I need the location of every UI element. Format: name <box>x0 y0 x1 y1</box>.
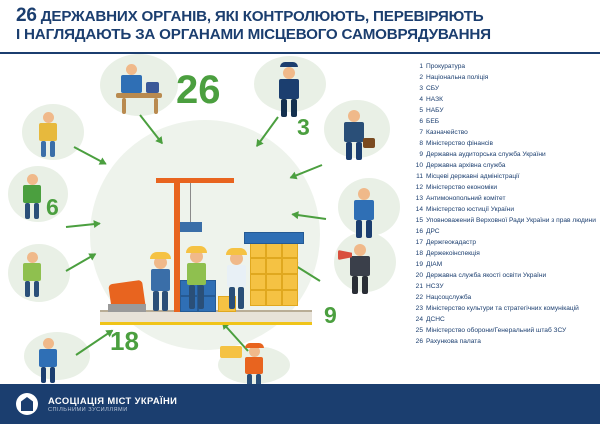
list-item-label: СБУ <box>426 85 440 92</box>
list-item-label: Національна поліція <box>426 74 489 81</box>
list-item-label: Державна аудиторська служба України <box>426 151 546 158</box>
concrete-mixer-base <box>108 304 146 312</box>
list-item-label: Казначейство <box>426 129 468 136</box>
number-9: 9 <box>324 302 337 328</box>
brick <box>250 290 266 306</box>
blob-citizen-bottom-left <box>24 332 90 380</box>
list-item-number: 13 <box>415 195 423 202</box>
list-item-number: 24 <box>415 316 423 323</box>
list-item <box>408 161 596 170</box>
list-item-label: Державна архівна служба <box>426 162 506 169</box>
list-item <box>408 62 596 71</box>
list-item-label: НАЗК <box>426 96 443 103</box>
list-item <box>408 337 596 346</box>
list-item <box>408 282 596 291</box>
header-title-rest: ДЕРЖАВНИХ ОРГАНІВ, ЯКІ КОНТРОЛЮЮТЬ, ПЕРЕВІРЯЮТЬ <box>40 8 484 25</box>
page-footer <box>0 384 600 424</box>
crane-cable <box>190 183 191 223</box>
list-item-label: ДРС <box>426 228 440 235</box>
list-item-number: 17 <box>415 239 423 246</box>
list-item-label: Міністерство культури та стратегічних комунікацій <box>426 305 579 312</box>
brick <box>266 290 282 306</box>
list-item <box>408 271 596 280</box>
list-item-label: Антимонопольний комітет <box>426 195 506 202</box>
crane-load <box>180 222 202 232</box>
number-26: 26 <box>176 68 221 112</box>
list-item-label: Місцеві державні адміністрації <box>426 173 520 180</box>
list-item-number: 20 <box>415 272 423 279</box>
header-title-line-2: І НАГЛЯДАЮТЬ ЗА ОРГАНАМИ МІСЦЕВОГО САМОВРЯДУВАННЯ <box>16 26 491 43</box>
arrow-from-citizen-1 <box>74 146 107 165</box>
list-item <box>408 150 596 159</box>
list-item <box>408 128 596 137</box>
list-item-number: 3 <box>419 85 423 92</box>
list-item-number: 2 <box>419 74 423 81</box>
list-item-label: ДІАМ <box>426 261 443 268</box>
wall-cap <box>244 232 304 244</box>
list-item-number: 18 <box>415 250 423 257</box>
list-item-label: Державна служба якості освіти України <box>426 272 547 279</box>
header-count: 26 <box>16 5 37 26</box>
list-item-number: 9 <box>419 151 423 158</box>
list-item-number: 23 <box>415 305 423 312</box>
footer-subtitle: СПІЛЬНИМИ ЗУСИЛЛЯМИ <box>48 407 128 413</box>
list-item-label: БЕБ <box>426 118 440 125</box>
list-item-label: ДСНС <box>426 316 445 323</box>
list-item <box>408 73 596 82</box>
association-logo-icon <box>16 393 38 415</box>
list-item-label: НАБУ <box>426 107 444 114</box>
page-header <box>0 0 600 54</box>
list-item-number: 10 <box>415 162 423 169</box>
list-item <box>408 84 596 93</box>
list-item <box>408 95 596 104</box>
list-item <box>408 183 596 192</box>
brick <box>282 290 298 306</box>
list-item-label: Міністерство юстиції України <box>426 206 515 213</box>
brick <box>282 242 298 258</box>
illustration-panel <box>4 54 402 384</box>
list-item <box>408 205 596 214</box>
list-item-label: Міністерство оборони/Генеральний штаб ЗСУ <box>426 327 567 334</box>
list-item-label: Прокуратура <box>426 63 466 70</box>
list-item-number: 14 <box>415 206 423 213</box>
list-item-number: 15 <box>415 217 423 224</box>
list-item <box>408 260 596 269</box>
crane-jib <box>156 178 234 183</box>
list-item-label: Уповноважений Верховної Ради України з прав людини <box>426 217 596 224</box>
list-item <box>408 106 596 115</box>
list-item-number: 1 <box>419 63 423 70</box>
number-3: 3 <box>297 114 310 140</box>
construction-tape <box>100 322 312 325</box>
logo-shield-shape <box>21 397 33 411</box>
list-item-label: Міністерство фінансів <box>426 140 493 147</box>
list-item-number: 11 <box>416 173 423 180</box>
number-6: 6 <box>46 194 59 220</box>
list-item <box>408 249 596 258</box>
list-item-label: Рахункова палата <box>426 338 481 345</box>
arrow-from-citizen-3 <box>66 253 96 272</box>
list-item <box>408 194 596 203</box>
number-18: 18 <box>110 326 139 356</box>
list-item <box>408 315 596 324</box>
brick <box>282 258 298 274</box>
list-item <box>408 293 596 302</box>
header-title-line-1 <box>16 5 586 26</box>
list-item-number: 8 <box>419 140 423 147</box>
list-item <box>408 238 596 247</box>
list-item-number: 19 <box>415 261 423 268</box>
footer-title: АСОЦІАЦІЯ МІСТ УКРАЇНИ <box>48 395 178 406</box>
list-item-label: Держекоінспекція <box>426 250 480 257</box>
brick <box>250 258 266 274</box>
list-item-number: 4 <box>419 96 423 103</box>
brick <box>266 274 282 290</box>
list-item-number: 7 <box>419 129 423 136</box>
authority-list <box>408 62 596 348</box>
list-item-label: Держгеокадастр <box>426 239 477 246</box>
list-item-number: 5 <box>419 107 423 114</box>
brick <box>250 274 266 290</box>
brick <box>266 242 282 258</box>
list-item <box>408 326 596 335</box>
list-item <box>408 139 596 148</box>
list-item-number: 26 <box>415 338 423 345</box>
list-item-number: 6 <box>419 118 423 125</box>
list-item-number: 25 <box>415 327 423 334</box>
list-item <box>408 304 596 313</box>
list-item-label: НСЗУ <box>426 283 444 290</box>
list-item <box>408 117 596 126</box>
arrow-from-citizen-2 <box>66 222 100 228</box>
brick <box>250 242 266 258</box>
list-item-number: 16 <box>415 228 423 235</box>
list-item <box>408 227 596 236</box>
brick <box>266 258 282 274</box>
brick <box>282 274 298 290</box>
list-item <box>408 216 596 225</box>
list-item-number: 22 <box>415 294 423 301</box>
list-item-number: 21 <box>415 283 423 290</box>
list-item-label: Міністерство економіки <box>426 184 498 191</box>
list-item-number: 12 <box>415 184 423 191</box>
list-item-label: Нацсоцслужба <box>426 294 472 301</box>
list-item <box>408 172 596 181</box>
